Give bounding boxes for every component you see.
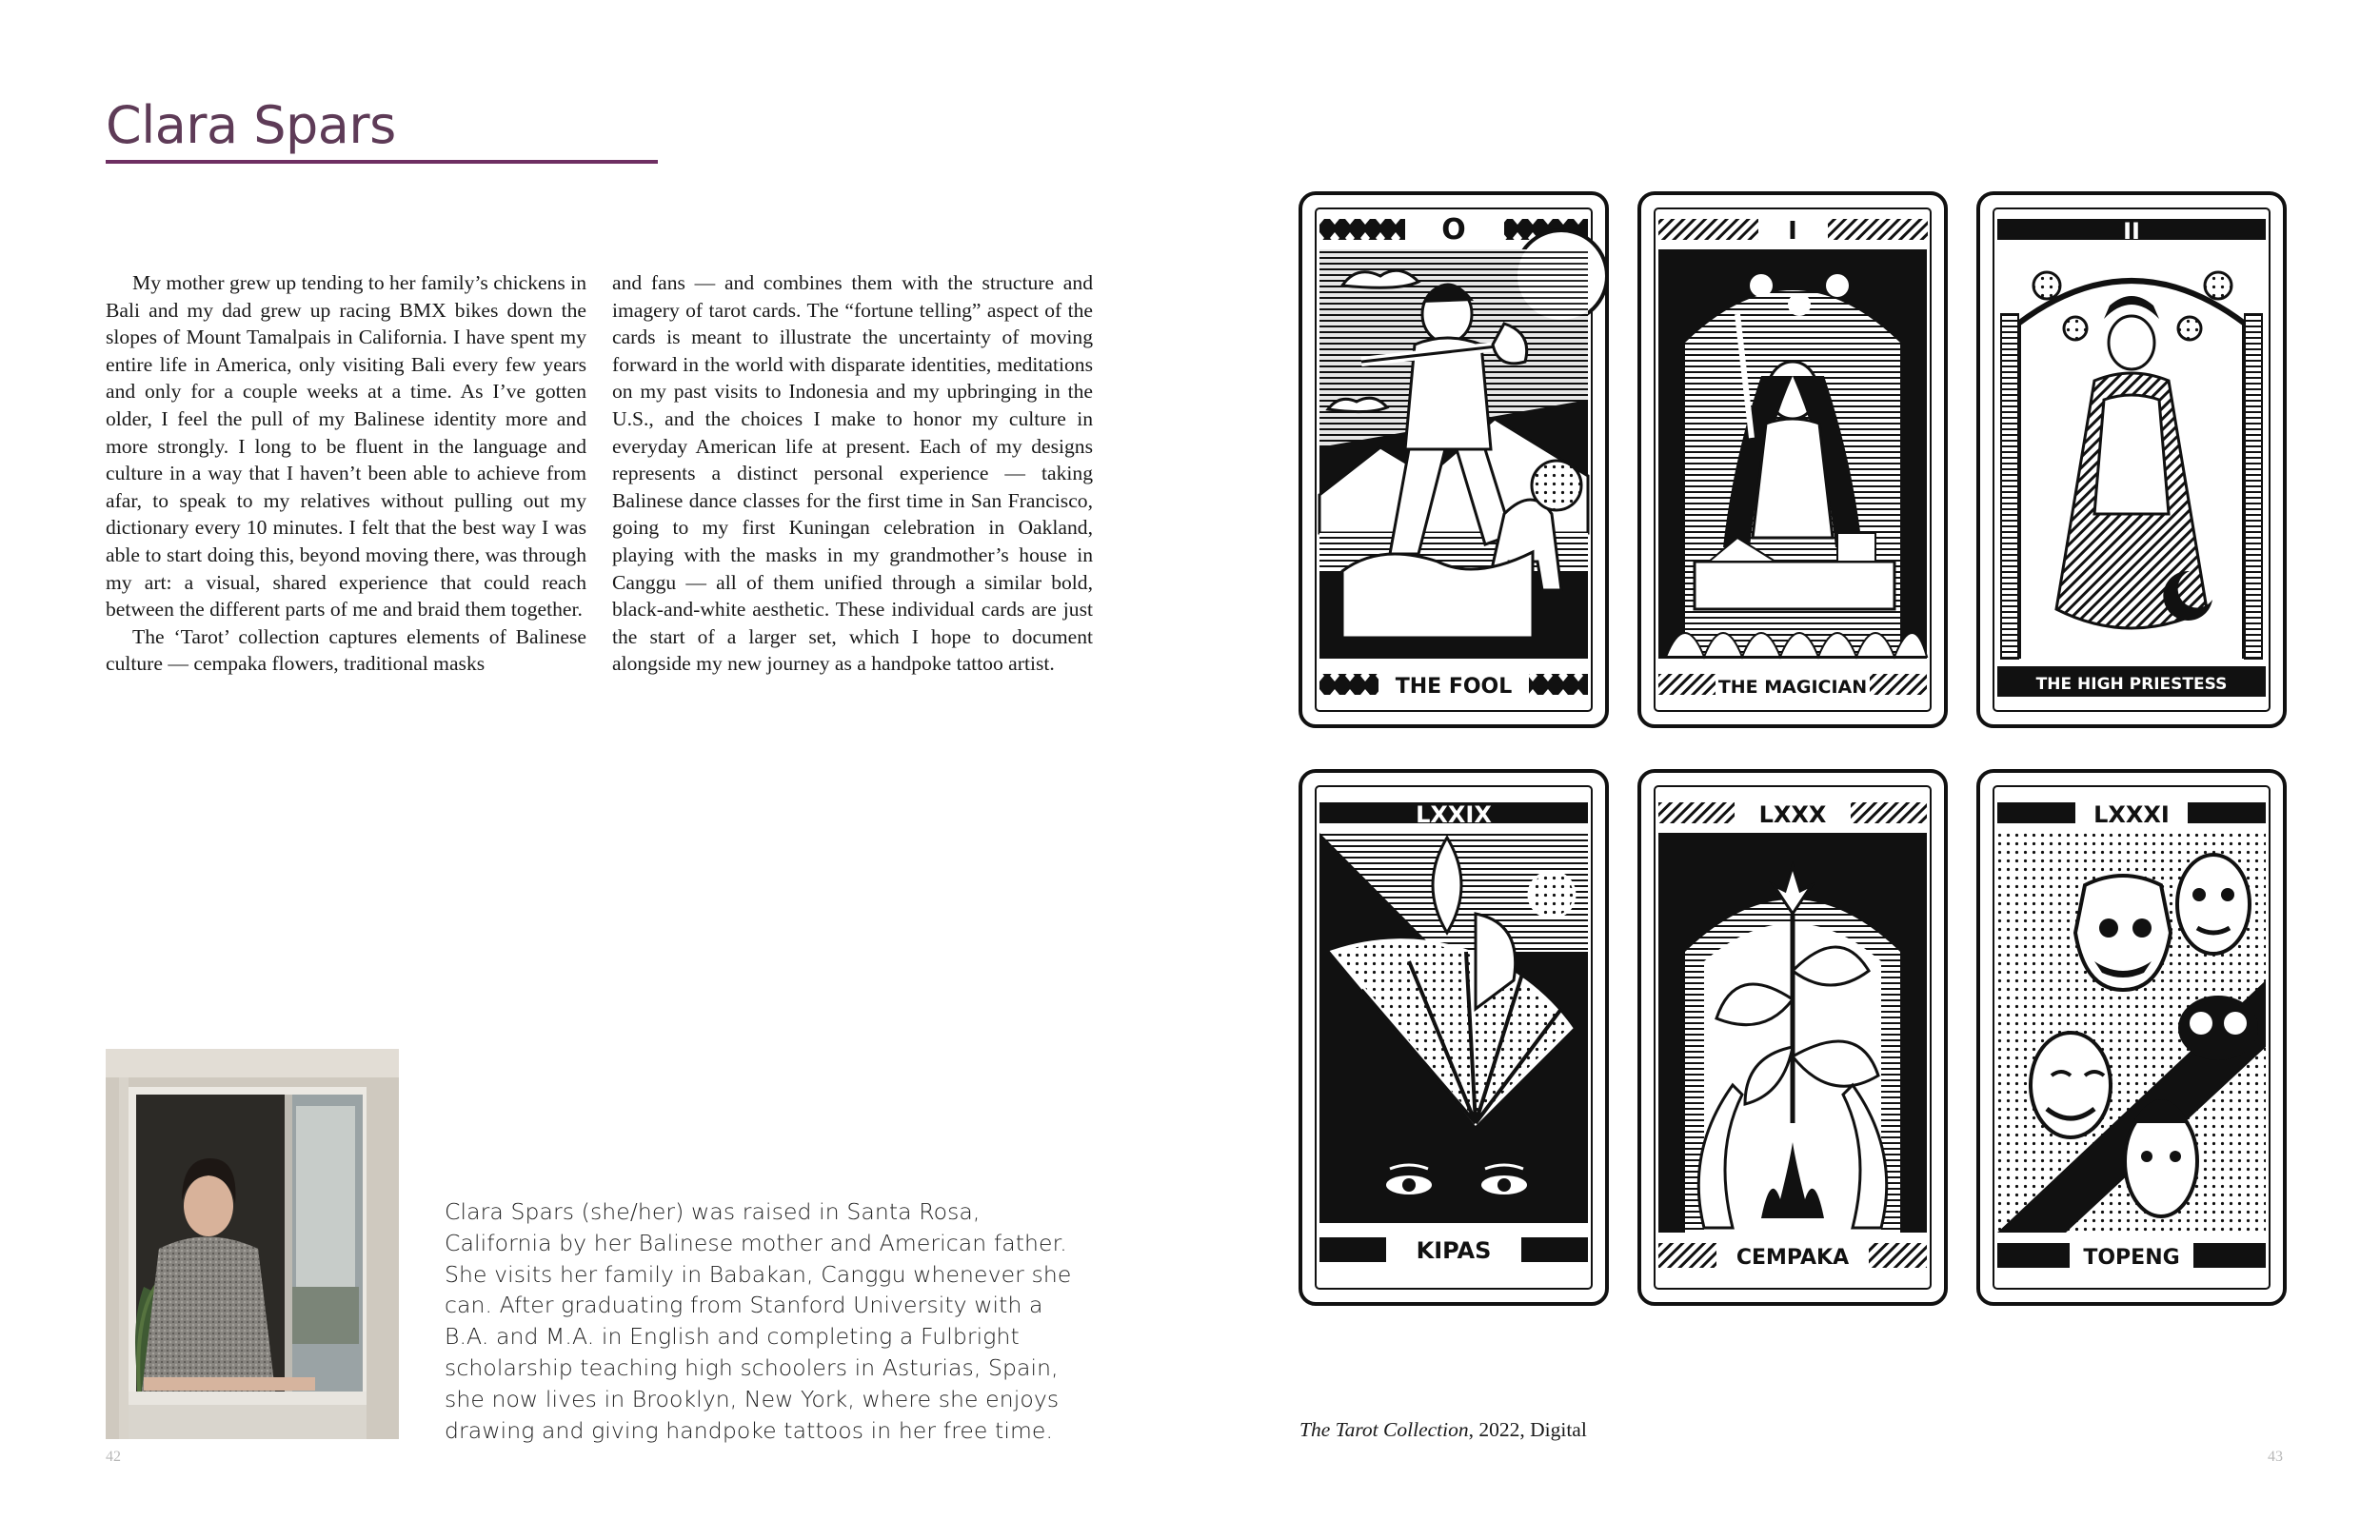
card-name: THE HIGH PRIESTESS — [2035, 675, 2228, 694]
tarot-card-grid — [1190, 0, 2380, 1540]
card-name: THE FOOL — [1395, 675, 1513, 699]
caption-details: , 2022, Digital — [1468, 1418, 1587, 1441]
tarot-card-the-magician — [1639, 193, 1946, 726]
card-numeral: II — [2123, 218, 2140, 245]
author-bio: Clara Spars (she/her) was raised in Santa Rosa, California by her Balinese mother and American father. She visits her family in Babakan, Canggu whenever she can. After graduating from Stanford University with a B.A. and M.A. in English and completing a Fulbright scholarship teaching high schoolers in Asturias, Spain, she now lives in Brooklyn, New York, where she enjoys drawing and giving handpoke tattoos in her free time. — [445, 1198, 1072, 1444]
right-page — [1190, 0, 2380, 1540]
page-title: Clara Spars — [106, 95, 396, 155]
card-numeral: LXXIX — [1416, 801, 1492, 828]
page-number-right: 43 — [2268, 1449, 2283, 1465]
card-numeral: I — [1788, 217, 1797, 246]
tarot-card-the-fool — [1300, 193, 1607, 726]
tarot-card-the-high-priestess — [1978, 193, 2285, 726]
tarot-card-kipas — [1300, 771, 1607, 1304]
body-paragraph: My mother grew up tending to her family’s chickens in Bali and my dad grew up racing BMX bikes down the slopes of Mount Tamalpais in California. I have spent my entire life in America, only visiting Bali every few years and only for a couple weeks at a time. As I’ve gotten older, I feel the pull of my Balinese identity more and more strongly. I long to be fluent in the language and culture in a way that I haven’t been able to achieve from afar, to speak to my relatives without pulling out my dictionary every 10 minutes. I felt that the best way I was able to start doing this, beyond moving there, was through my art: a visual, shared experience that could reach between the different parts of me and braid them together. — [106, 271, 586, 622]
caption-title: The Tarot Collection — [1299, 1418, 1469, 1441]
card-name: TOPENG — [2083, 1246, 2180, 1270]
body-column-1 — [106, 269, 586, 678]
artwork-caption — [1299, 1418, 1587, 1442]
card-numeral: O — [1441, 213, 1466, 247]
body-paragraph: The ‘Tarot’ collection captures elements of Balinese culture — cempaka flowers, traditional masks — [106, 624, 586, 676]
body-paragraph: and fans — and combines them with the structure and imagery of tarot cards. The “fortune telling” aspect of the cards is meant to illustrate the uncertainty of moving forward in the world with disparate identities, meditations on my past visits to Indonesia and my upbringing in the U.S., and the choices I make to honor my culture in everyday American life at present. Each of my designs represents a distinct personal experience — taking Balinese dance classes for the first time in San Francisco, going to my first Kuningan celebration in Oakland, playing with the masks in my grandmother’s house in Canggu — all of them unified through a similar bold, black-and-white aesthetic. These individual cards are just the start of a larger set, which I hope to document alongside my new journey as a handpoke tattoo artist. — [612, 271, 1093, 676]
title-underline — [106, 160, 658, 164]
card-numeral: LXXXI — [2093, 801, 2170, 828]
author-photo — [106, 1049, 399, 1439]
card-name: CEMPAKA — [1735, 1246, 1850, 1270]
tarot-card-cempaka — [1639, 771, 1946, 1304]
body-column-2 — [612, 269, 1093, 678]
page-number-left: 42 — [106, 1449, 121, 1465]
card-name: THE MAGICIAN — [1717, 677, 1868, 698]
card-numeral: LXXX — [1758, 801, 1827, 828]
author-photo-illustration — [106, 1049, 399, 1439]
card-name: KIPAS — [1416, 1237, 1492, 1264]
tarot-card-topeng — [1978, 771, 2285, 1304]
